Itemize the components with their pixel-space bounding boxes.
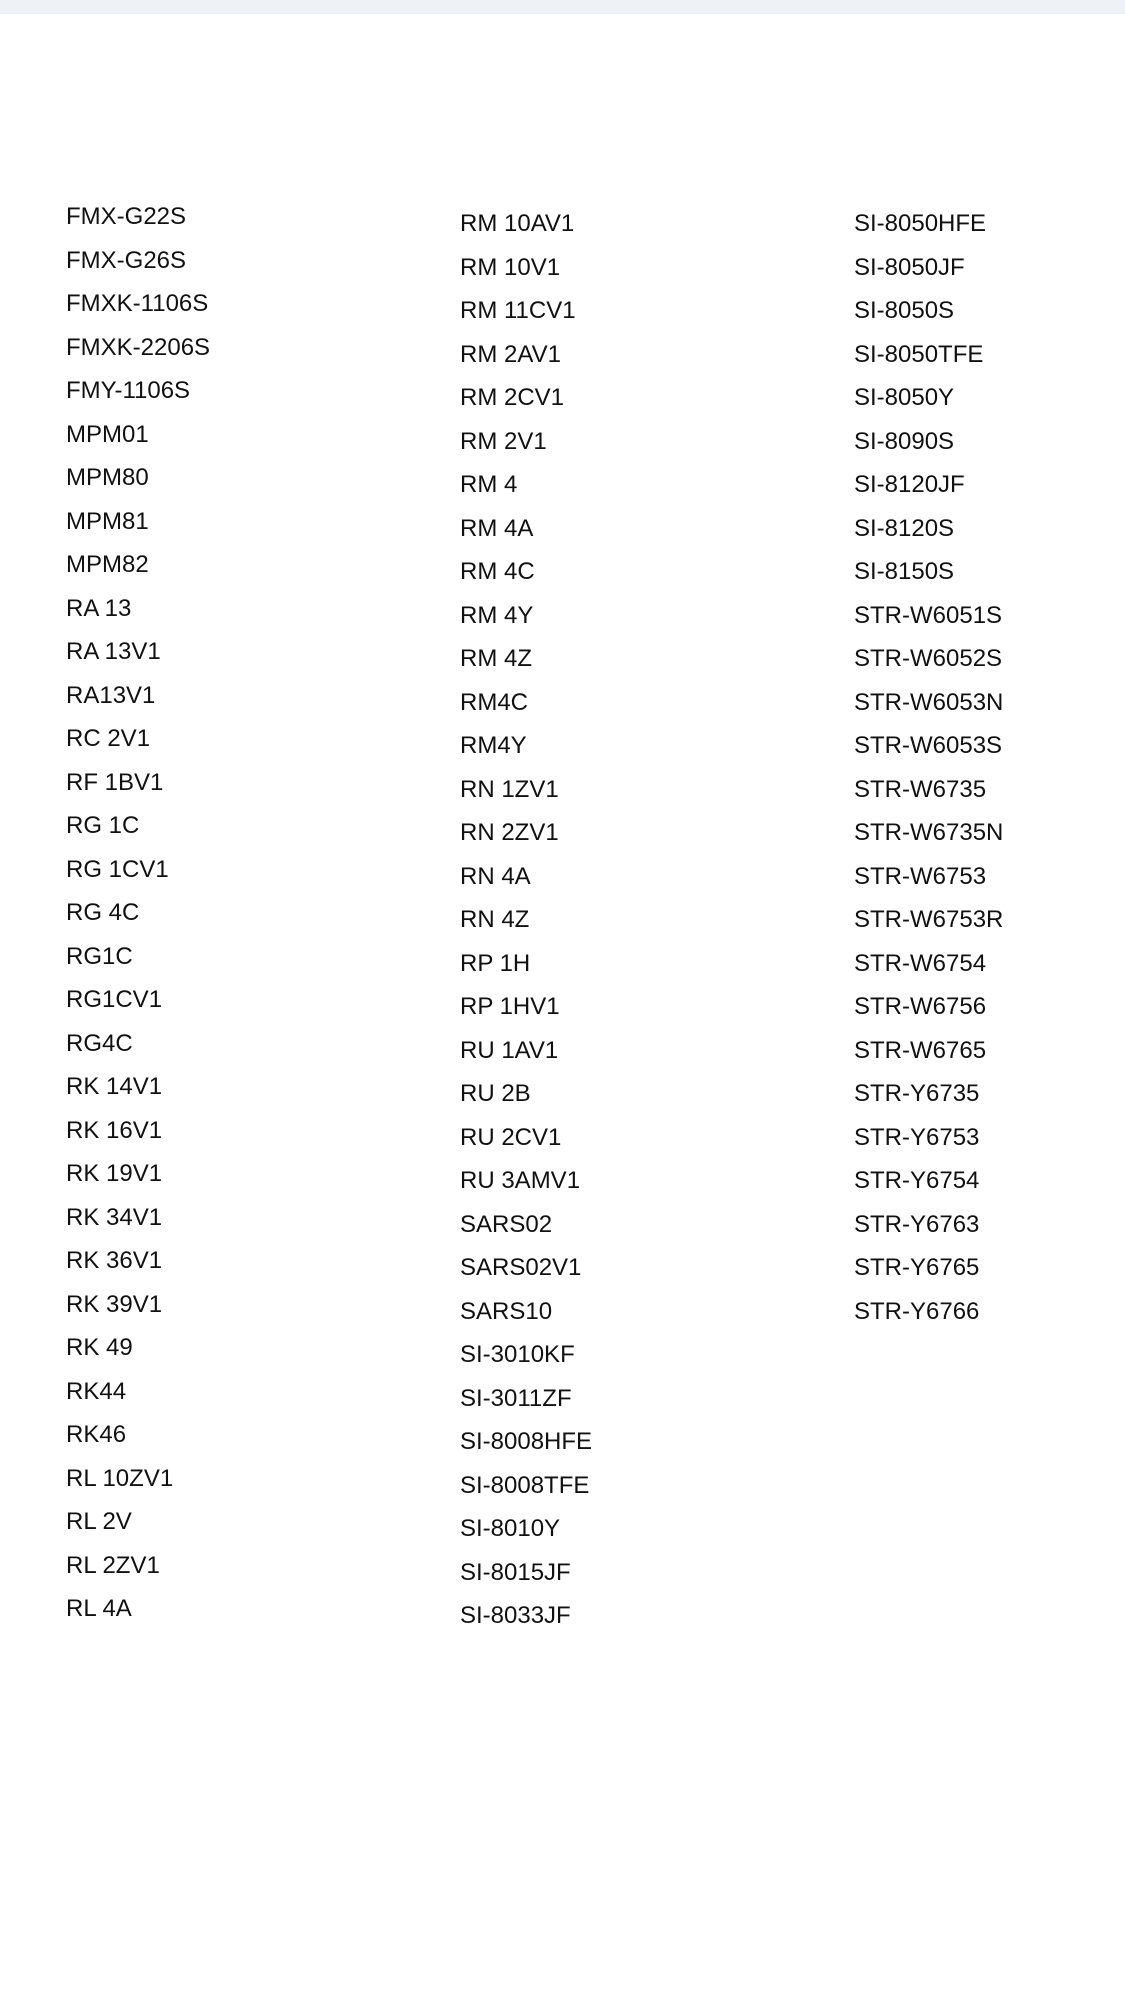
- part-list-item[interactable]: RM 2V1: [460, 427, 547, 455]
- part-list-item[interactable]: MPM80: [66, 464, 149, 491]
- part-list-column-1: [66, 195, 210, 1631]
- part-list-item[interactable]: RK46: [66, 1421, 127, 1448]
- part-list-item[interactable]: STR-W6053N: [854, 688, 1004, 716]
- part-list-item[interactable]: SI-8008TFE: [460, 1471, 590, 1499]
- part-list-item[interactable]: RM4Y: [460, 732, 527, 759]
- part-list-item[interactable]: RM 2CV1: [460, 384, 565, 411]
- part-list-item[interactable]: RG 4C: [66, 899, 140, 926]
- part-list-item[interactable]: FMX-G22S: [66, 203, 187, 230]
- part-list-item[interactable]: RM 4Y: [460, 601, 534, 629]
- part-list-item[interactable]: SI-8120S: [854, 514, 955, 542]
- part-list-item[interactable]: RK 14V1: [66, 1073, 163, 1100]
- part-list-item[interactable]: RN 1ZV1: [460, 775, 559, 803]
- part-list-item[interactable]: MPM81: [66, 507, 149, 535]
- part-list-item[interactable]: RG 1C: [66, 812, 140, 839]
- part-list-item[interactable]: RM 10AV1: [460, 210, 575, 237]
- part-list-item[interactable]: RG1CV1: [66, 986, 163, 1013]
- part-list-item[interactable]: RA 13V1: [66, 638, 161, 665]
- part-list-item[interactable]: STR-W6753: [854, 862, 987, 890]
- part-list-item[interactable]: RA13V1: [66, 681, 156, 709]
- part-list-item[interactable]: RF 1BV1: [66, 768, 164, 796]
- part-list-item[interactable]: STR-W6052S: [854, 645, 1003, 672]
- part-list-item[interactable]: RL 2V: [66, 1508, 132, 1535]
- part-list-item[interactable]: STR-Y6763: [854, 1210, 980, 1238]
- part-list-item[interactable]: RM 4A: [460, 514, 534, 542]
- part-list-item[interactable]: RU 2B: [460, 1080, 531, 1107]
- part-list-item[interactable]: MPM01: [66, 420, 149, 448]
- top-bar: [0, 0, 1125, 14]
- part-list-item[interactable]: SARS02V1: [460, 1254, 582, 1281]
- part-list-item[interactable]: STR-W6735N: [854, 819, 1004, 846]
- part-list-item[interactable]: STR-Y6753: [854, 1123, 980, 1151]
- part-list-item[interactable]: STR-Y6735: [854, 1080, 980, 1107]
- part-list-item[interactable]: RM 4Z: [460, 645, 532, 672]
- part-list-item[interactable]: STR-W6051S: [854, 601, 1003, 629]
- part-list-item[interactable]: STR-W6754: [854, 949, 987, 977]
- part-list-column-3: [854, 202, 1003, 1333]
- part-list-item[interactable]: RG1C: [66, 942, 133, 970]
- part-list-item[interactable]: SI-8050JF: [854, 253, 965, 281]
- part-list-item[interactable]: SI-8010Y: [460, 1515, 561, 1542]
- part-list-item[interactable]: SI-3010KF: [460, 1341, 575, 1368]
- part-list-item[interactable]: RP 1HV1: [460, 993, 560, 1020]
- part-list-item[interactable]: STR-Y6754: [854, 1167, 980, 1194]
- part-list-item[interactable]: RM 11CV1: [460, 297, 576, 324]
- part-list-column-2: [460, 202, 592, 1638]
- part-list-item[interactable]: STR-W6735: [854, 775, 987, 803]
- part-list-item[interactable]: SI-3011ZF: [460, 1384, 572, 1412]
- part-list-item[interactable]: RN 4A: [460, 862, 531, 890]
- part-list-item[interactable]: RM 4C: [460, 558, 535, 585]
- part-list-item[interactable]: SI-8050Y: [854, 384, 955, 411]
- part-list-item[interactable]: RU 1AV1: [460, 1036, 559, 1064]
- part-list-item[interactable]: RK44: [66, 1377, 127, 1405]
- part-list-item[interactable]: RL 2ZV1: [66, 1551, 160, 1579]
- part-list-item[interactable]: MPM82: [66, 551, 149, 578]
- part-list-item[interactable]: RK 16V1: [66, 1116, 163, 1144]
- part-list-item[interactable]: FMX-G26S: [66, 246, 187, 274]
- part-list-item[interactable]: STR-Y6766: [854, 1297, 980, 1325]
- part-list-item[interactable]: FMXK-1106S: [66, 290, 209, 317]
- part-list-item[interactable]: RU 3AMV1: [460, 1167, 581, 1194]
- part-list-item[interactable]: RN 2ZV1: [460, 819, 559, 846]
- part-list-item[interactable]: SARS02: [460, 1210, 553, 1238]
- part-list-item[interactable]: STR-W6765: [854, 1036, 987, 1064]
- part-list-item[interactable]: SI-8033JF: [460, 1602, 571, 1629]
- part-list-item[interactable]: STR-W6053S: [854, 732, 1003, 759]
- part-list-item[interactable]: RK 39V1: [66, 1290, 163, 1318]
- part-list-item[interactable]: RL 10ZV1: [66, 1464, 174, 1492]
- part-list-item[interactable]: FMXK-2206S: [66, 333, 211, 361]
- part-list-item[interactable]: RK 36V1: [66, 1247, 163, 1274]
- part-list-item[interactable]: RK 49: [66, 1334, 133, 1361]
- part-list-item[interactable]: SARS10: [460, 1297, 553, 1325]
- part-list-item[interactable]: RC 2V1: [66, 725, 151, 752]
- part-list-item[interactable]: FMY-1106S: [66, 377, 191, 404]
- part-list-item[interactable]: SI-8015JF: [460, 1558, 571, 1586]
- part-list-item[interactable]: SI-8120JF: [854, 471, 965, 498]
- part-list-item[interactable]: SI-8050HFE: [854, 210, 987, 237]
- part-list-item[interactable]: RG4C: [66, 1029, 133, 1057]
- part-list-item[interactable]: RA 13: [66, 594, 132, 622]
- part-list-item[interactable]: SI-8150S: [854, 558, 955, 585]
- part-list-item[interactable]: STR-W6753R: [854, 906, 1004, 933]
- part-list-item[interactable]: RM 10V1: [460, 253, 561, 281]
- part-list-item[interactable]: STR-W6756: [854, 993, 987, 1020]
- part-list-item[interactable]: RG 1CV1: [66, 855, 169, 883]
- part-list-item[interactable]: RK 34V1: [66, 1203, 163, 1231]
- part-list-item[interactable]: SI-8050TFE: [854, 340, 984, 368]
- part-list-item[interactable]: RN 4Z: [460, 906, 530, 933]
- part-list-item[interactable]: RL 4A: [66, 1595, 132, 1622]
- part-list-item[interactable]: RM 2AV1: [460, 340, 561, 368]
- part-list-item[interactable]: RM4C: [460, 688, 529, 716]
- part-list-item[interactable]: RP 1H: [460, 949, 531, 977]
- part-list-item[interactable]: SI-8050S: [854, 297, 955, 324]
- part-list-item[interactable]: RM 4: [460, 471, 518, 498]
- part-list-item[interactable]: STR-Y6765: [854, 1254, 980, 1281]
- part-list-item[interactable]: RU 2CV1: [460, 1123, 562, 1151]
- part-list-item[interactable]: SI-8008HFE: [460, 1428, 593, 1455]
- part-list-item[interactable]: SI-8090S: [854, 427, 955, 455]
- part-list-item[interactable]: RK 19V1: [66, 1160, 163, 1187]
